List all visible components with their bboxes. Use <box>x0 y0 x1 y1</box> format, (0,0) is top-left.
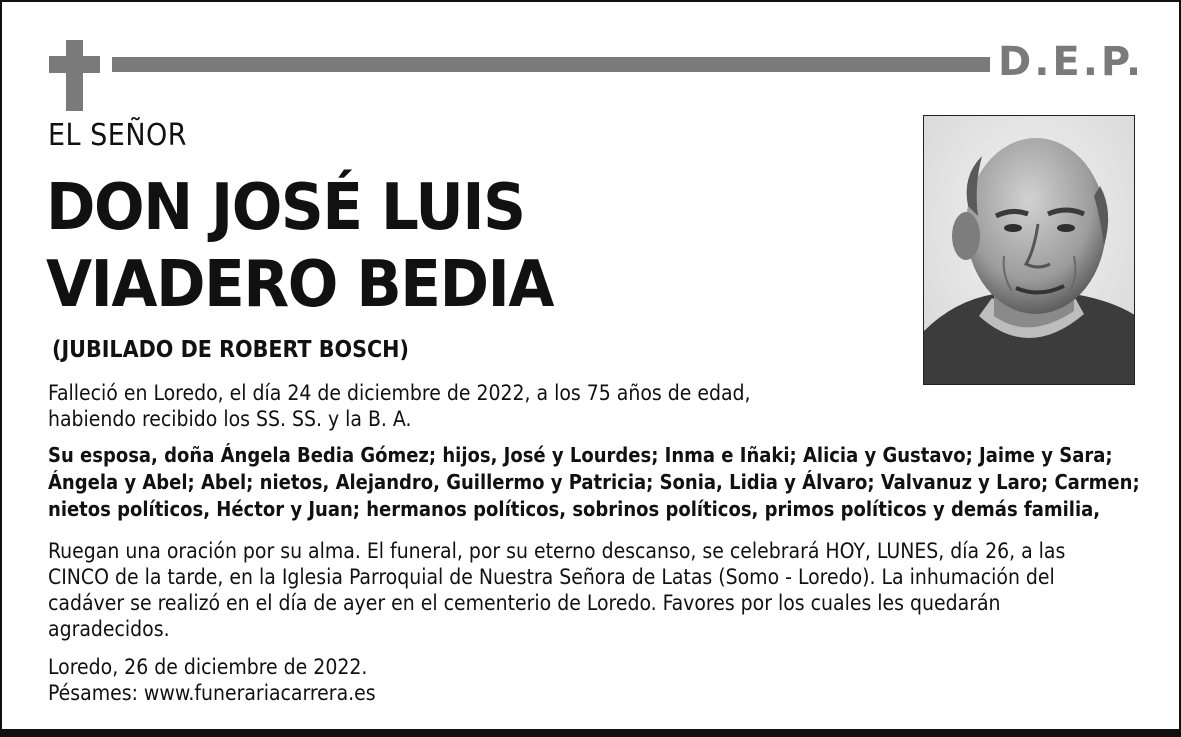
cross-icon-vertical <box>66 40 83 111</box>
footer <box>48 654 376 706</box>
death-notice <box>48 380 751 432</box>
honorific-title: EL SEÑOR <box>48 118 188 153</box>
cross-icon-horizontal <box>49 56 100 73</box>
funeral-line-2: CINCO de la tarde, en la Iglesia Parroquial de Nuestra Señora de Latas (Somo - Loredo). La inhumación del <box>48 565 1055 589</box>
family-line-3: nietos políticos, Héctor y Juan; hermanos políticos, sobrinos políticos, primos políticos y demás familia, <box>48 497 1101 521</box>
dep-label: D.E.P. <box>998 39 1145 85</box>
place-date: Loredo, 26 de diciembre de 2022. <box>48 655 368 679</box>
portrait-photo <box>923 115 1135 385</box>
death-notice-line-2: habiendo recibido los SS. SS. y la B. A. <box>48 407 412 431</box>
funeral-line-4: agradecidos. <box>48 617 170 641</box>
funeral-details <box>48 538 1065 642</box>
condolences-website: Pésames: www.funerariacarrera.es <box>48 681 376 705</box>
family-line-1: Su esposa, doña Ángela Bedia Gómez; hijos, José y Lourdes; Inma e Iñaki; Alicia y Gustavo; Jaime y Sara; <box>48 443 1113 467</box>
portrait-image <box>924 116 1135 385</box>
family-line-2: Ángela y Abel; Abel; nietos, Alejandro, Guillermo y Patricia; Sonia, Lidia y Álvaro; Valvanuz y Laro; Carmen; <box>48 470 1140 494</box>
death-notice-line-1: Falleció en Loredo, el día 24 de diciembre de 2022, a los 75 años de edad, <box>48 381 751 405</box>
occupation: (JUBILADO DE ROBERT BOSCH) <box>52 337 409 363</box>
name-line-2: VIADERO BEDIA <box>46 248 553 322</box>
funeral-line-1: Ruegan una oración por su alma. El funeral, por su eterno descanso, se celebrará HOY, LUNES, día 26, a las <box>48 539 1066 563</box>
funeral-line-3: cadáver se realizó en el día de ayer en el cementerio de Loredo. Favores por los cuales les quedarán <box>48 591 1001 615</box>
deceased-name <box>46 170 553 324</box>
family-list <box>48 442 1140 523</box>
name-line-1: DON JOSÉ LUIS <box>46 171 525 245</box>
header-rule <box>112 57 990 72</box>
